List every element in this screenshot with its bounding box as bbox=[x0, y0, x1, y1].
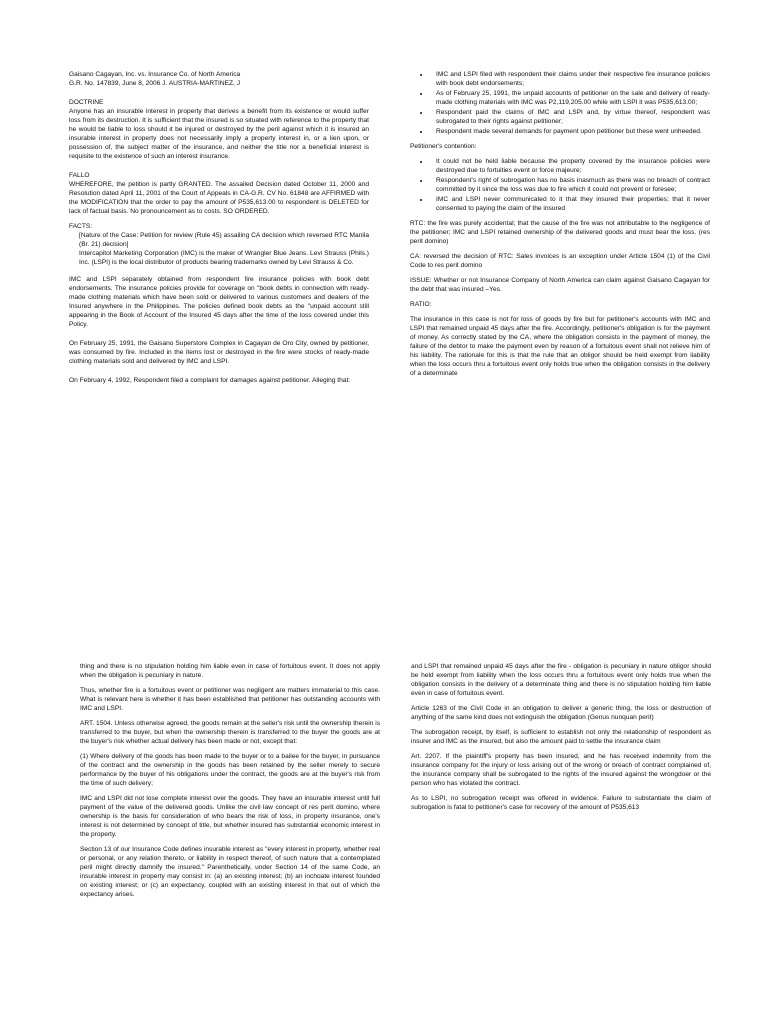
subrogation-receipt: The subrogation receipt, by itself, is sufficient to establish not only the relationship of respondent as insurer and IMC as the insured, but also the amount paid to settle the insurance claim bbox=[411, 729, 711, 745]
case-citation: G.R. No. 147839, June 8, 2006 J. AUSTRIA-MARTINEZ, J bbox=[69, 80, 241, 87]
ratio-continued: thing and there is no stipulation holding him liable even in case of fortuitous event. It does not apply when the obligation is pecuniary in nature. bbox=[80, 663, 380, 679]
art-2207: Art. 2207. If the plaintiff's property has been insured, and he has received indemnity from the insurance company for the injury or loss arising out of the wrong or breach of contract complained of, the insurance company shall be subrogated to the rights of the insured against the wrongdoer or the person who has violated the contract. bbox=[411, 753, 711, 787]
ratio-summary: and LSPI that remained unpaid 45 days after the fire - obligation is pecuniary in nature obligor should be held exempt from liability when the loss occurs thru a fortuitous event only holds true when the obligation consists in the delivery of a determinate thing and there is no stipulation holding him liable even in case of fortuitous event. bbox=[411, 663, 711, 697]
list-item: • IMC and LSPI filed with respondent their claims under their respective fire insurance policies with book debt endorsements; bbox=[430, 70, 710, 88]
list-item: • As of February 25, 1991, the unpaid accounts of petitioner on the sale and delivery of ready-made clothing materials with IMC was P2,119,205.00 while with LSPI it was P535,613.00; bbox=[430, 89, 710, 107]
allegations-list bbox=[410, 70, 710, 136]
page1-left-column bbox=[69, 70, 369, 391]
rtc-ruling: RTC: the fire was purely accidental; that the cause of the fire was not attributable to the negligence of the petitioner; IMC and LSPI retained ownership of the delivered goods and must bear the loss. (res perit domino) bbox=[410, 220, 710, 245]
facts-complaint: On February 4, 1992, Respondent filed a complaint for damages against petitioner. Alleging that: bbox=[69, 377, 351, 384]
facts-imc: Intercapitol Marketing Corporation (IMC) is the maker of Wrangler Blue Jeans. Levi Strauss (Phils.) Inc. (LSPI) is the local distributor of products bearing trademarks owned by Levi Strauss & Co. bbox=[79, 250, 369, 266]
facts-fire: On February 25, 1991, the Gaisano Superstore Complex in Cagayan de Oro City, owned by petitioner, was consumed by fire. Included in the items lost or destroyed in the fire were stocks of ready-made clothing materials sold and delivered by IMC and LSPI. bbox=[69, 340, 369, 365]
page-2 bbox=[0, 512, 768, 1024]
doctrine-text: Anyone has an insurable interest in property that derives a benefit from its existence or would suffer loss from its destruction. It is sufficient that the insured is so situated with reference to the property that he would be liable to loss should it be injured or destroyed by the peril against which it is insured an insurable interest in property does not necessarily imply a property interest in, or a lien upon, or possession of, the subject matter of the insurance, and neither the title nor a beneficial interest is requisite to the existence of such an interest insurance. bbox=[69, 108, 369, 160]
facts-indented-block bbox=[69, 231, 369, 267]
page2-right-column bbox=[411, 662, 711, 818]
ratio-text: The insurance in this case is not for loss of goods by fire but for petitioner's accounts with IMC and LSPI that remained unpaid 45 days after the fire. Accordingly, petitioner's obligation is for the payment of money. As correctly stated by the CA, where the obligation consists in the payment of money, the failure of the debtor to make the payment even by reason of a fortuitous event shall not relieve him of his liability. The rationale for this is that the rule that an obligor should be held exempt from liability when the loss occurs thru a fortuitous event only holds true when the obligation consists in the delivery of a determinate bbox=[410, 316, 710, 377]
lspi-paragraph: As to LSPI, no subrogation receipt was offered in evidence. Failure to substantiate the claim of subrogation is fatal to petitioner's case for recovery of the amount of P535,613 bbox=[411, 795, 711, 811]
facts-heading: FACTS: bbox=[69, 223, 93, 230]
doctrine-heading: DOCTRINE bbox=[69, 99, 104, 106]
contention-heading: Petitioner's contention: bbox=[410, 143, 477, 150]
art-1504-exception: (1) Where delivery of the goods has been made to the buyer or to a bailee for the buyer, in pursuance of the contract and the ownership in the goods has been retained by the seller merely to secure performance by the buyer of his obligations under the contract, the goods are at the buyer's risk from the time of such delivery; bbox=[80, 753, 380, 787]
facts-nature: [Nature of the Case: Petition for review (Rule 45) assailing CA decision which reversed RTC Manila (Br. 21) decision] bbox=[79, 232, 369, 248]
thus-paragraph: Thus, whether fire is a fortuitous event or petitioner was negligent are matters immaterial to this case. What is relevant here is whether it has been established that petitioner has outstanding accounts with IMC and LSPI. bbox=[80, 687, 380, 712]
issue: ISSUE: Whether or not Insurance Company of North America can claim against Gaisano Cagayan for the debt that was insured –Yes. bbox=[410, 277, 710, 293]
case-title: Gaisano Cagayan, Inc. vs. Insurance Co. of North America bbox=[69, 71, 241, 78]
page2-left-column bbox=[80, 662, 380, 905]
art-1263: Article 1263 of the Civil Code in an obligation to deliver a generic thing, the loss or destruction of anything of the same kind does not extinguish the obligation (Genus nunquan perit) bbox=[411, 705, 711, 721]
list-item: • Respondent made several demands for payment upon petitioner but these went unheeded. bbox=[430, 127, 710, 136]
art-1504: ART. 1504. Unless otherwise agreed, the goods remain at the seller's risk until the ownership therein is transferred to the buyer, but when the ownership therein is transferred to the buyer the goods are at the buyer's risk whether actual delivery has been made or not, except that: bbox=[80, 720, 380, 745]
fallo-heading: FALLO bbox=[69, 172, 90, 179]
contentions-list bbox=[410, 157, 710, 213]
list-item: • It could not be held liable because the property covered by the insurance policies were destroyed due to fortuities event or force majeure; bbox=[430, 157, 710, 175]
section-13-paragraph: Section 13 of our Insurance Code defines insurable interest as "every interest in property, whether real or personal, or any relation thereto, or liability in respect thereof, of such nature that a contemplated peril might directly damnify the insured." Parenthetically, under Section 14 of the same Code, an insurable interest in property may consist in: (a) an existing interest; (b) an inchoate interest founded on existing interest; or (c) an expectancy, coupled with an existing interest in that out of which the expectancy arises. bbox=[80, 846, 380, 898]
list-item: • Respondent's right of subrogation has no basis inasmuch as there was no breach of contract committed by it since the loss was due to fire which it could not prevent or foresee; bbox=[430, 176, 710, 194]
ratio-heading: RATIO: bbox=[410, 301, 432, 308]
facts-policies: IMC and LSPI separately obtained from respondent fire insurance policies with book debt endorsements. The insurance policies provide for coverage on "book debts in connection with ready-made clothing materials which have been sold or delivered to various customers and dealers of the Insured anywhere in the Philippines. The policies defined book debts as the "unpaid account still appearing in the Book of Account of the Insured 45 days after the time of the loss covered under this Policy. bbox=[69, 276, 369, 328]
page1-right-column bbox=[410, 70, 710, 384]
insurable-interest-paragraph: IMC and LSPI did not lose complete interest over the goods. They have an insurable interest until full payment of the value of the delivered goods. Unlike the civil law concept of res perit domino, where ownership is the basis for consideration of who bears the risk of loss, in property insurance, one's interest is not determined by concept of title, but whether insured has substantial economic interest in the property. bbox=[80, 795, 380, 838]
list-item: • IMC and LSPI never communicated to it that they insured their properties; that it never consented to paying the claim of the insured bbox=[430, 195, 710, 213]
ca-ruling: CA: reversed the decision of RTC: Sales invoices is an exception under Article 1504 (1) of the Civil Code to res perit domino bbox=[410, 253, 710, 269]
fallo-text: WHEREFORE, the petition is partly GRANTED. The assailed Decision dated October 11, 2000 and Resolution dated April 11, 2001 of the Court of Appeals in CA-G.R. CV No. 61848 are AFFIRMED with the MODIFICATION that the order to pay the amount of P535,613.00 to respondent is DELETED for lack of factual basis. No pronouncement as to costs. SO ORDERED. bbox=[69, 181, 369, 215]
list-item: • Respondent paid the claims of IMC and LSPI and, by virtue thereof, respondent was subrogated to their rights against petitioner; bbox=[430, 108, 710, 126]
